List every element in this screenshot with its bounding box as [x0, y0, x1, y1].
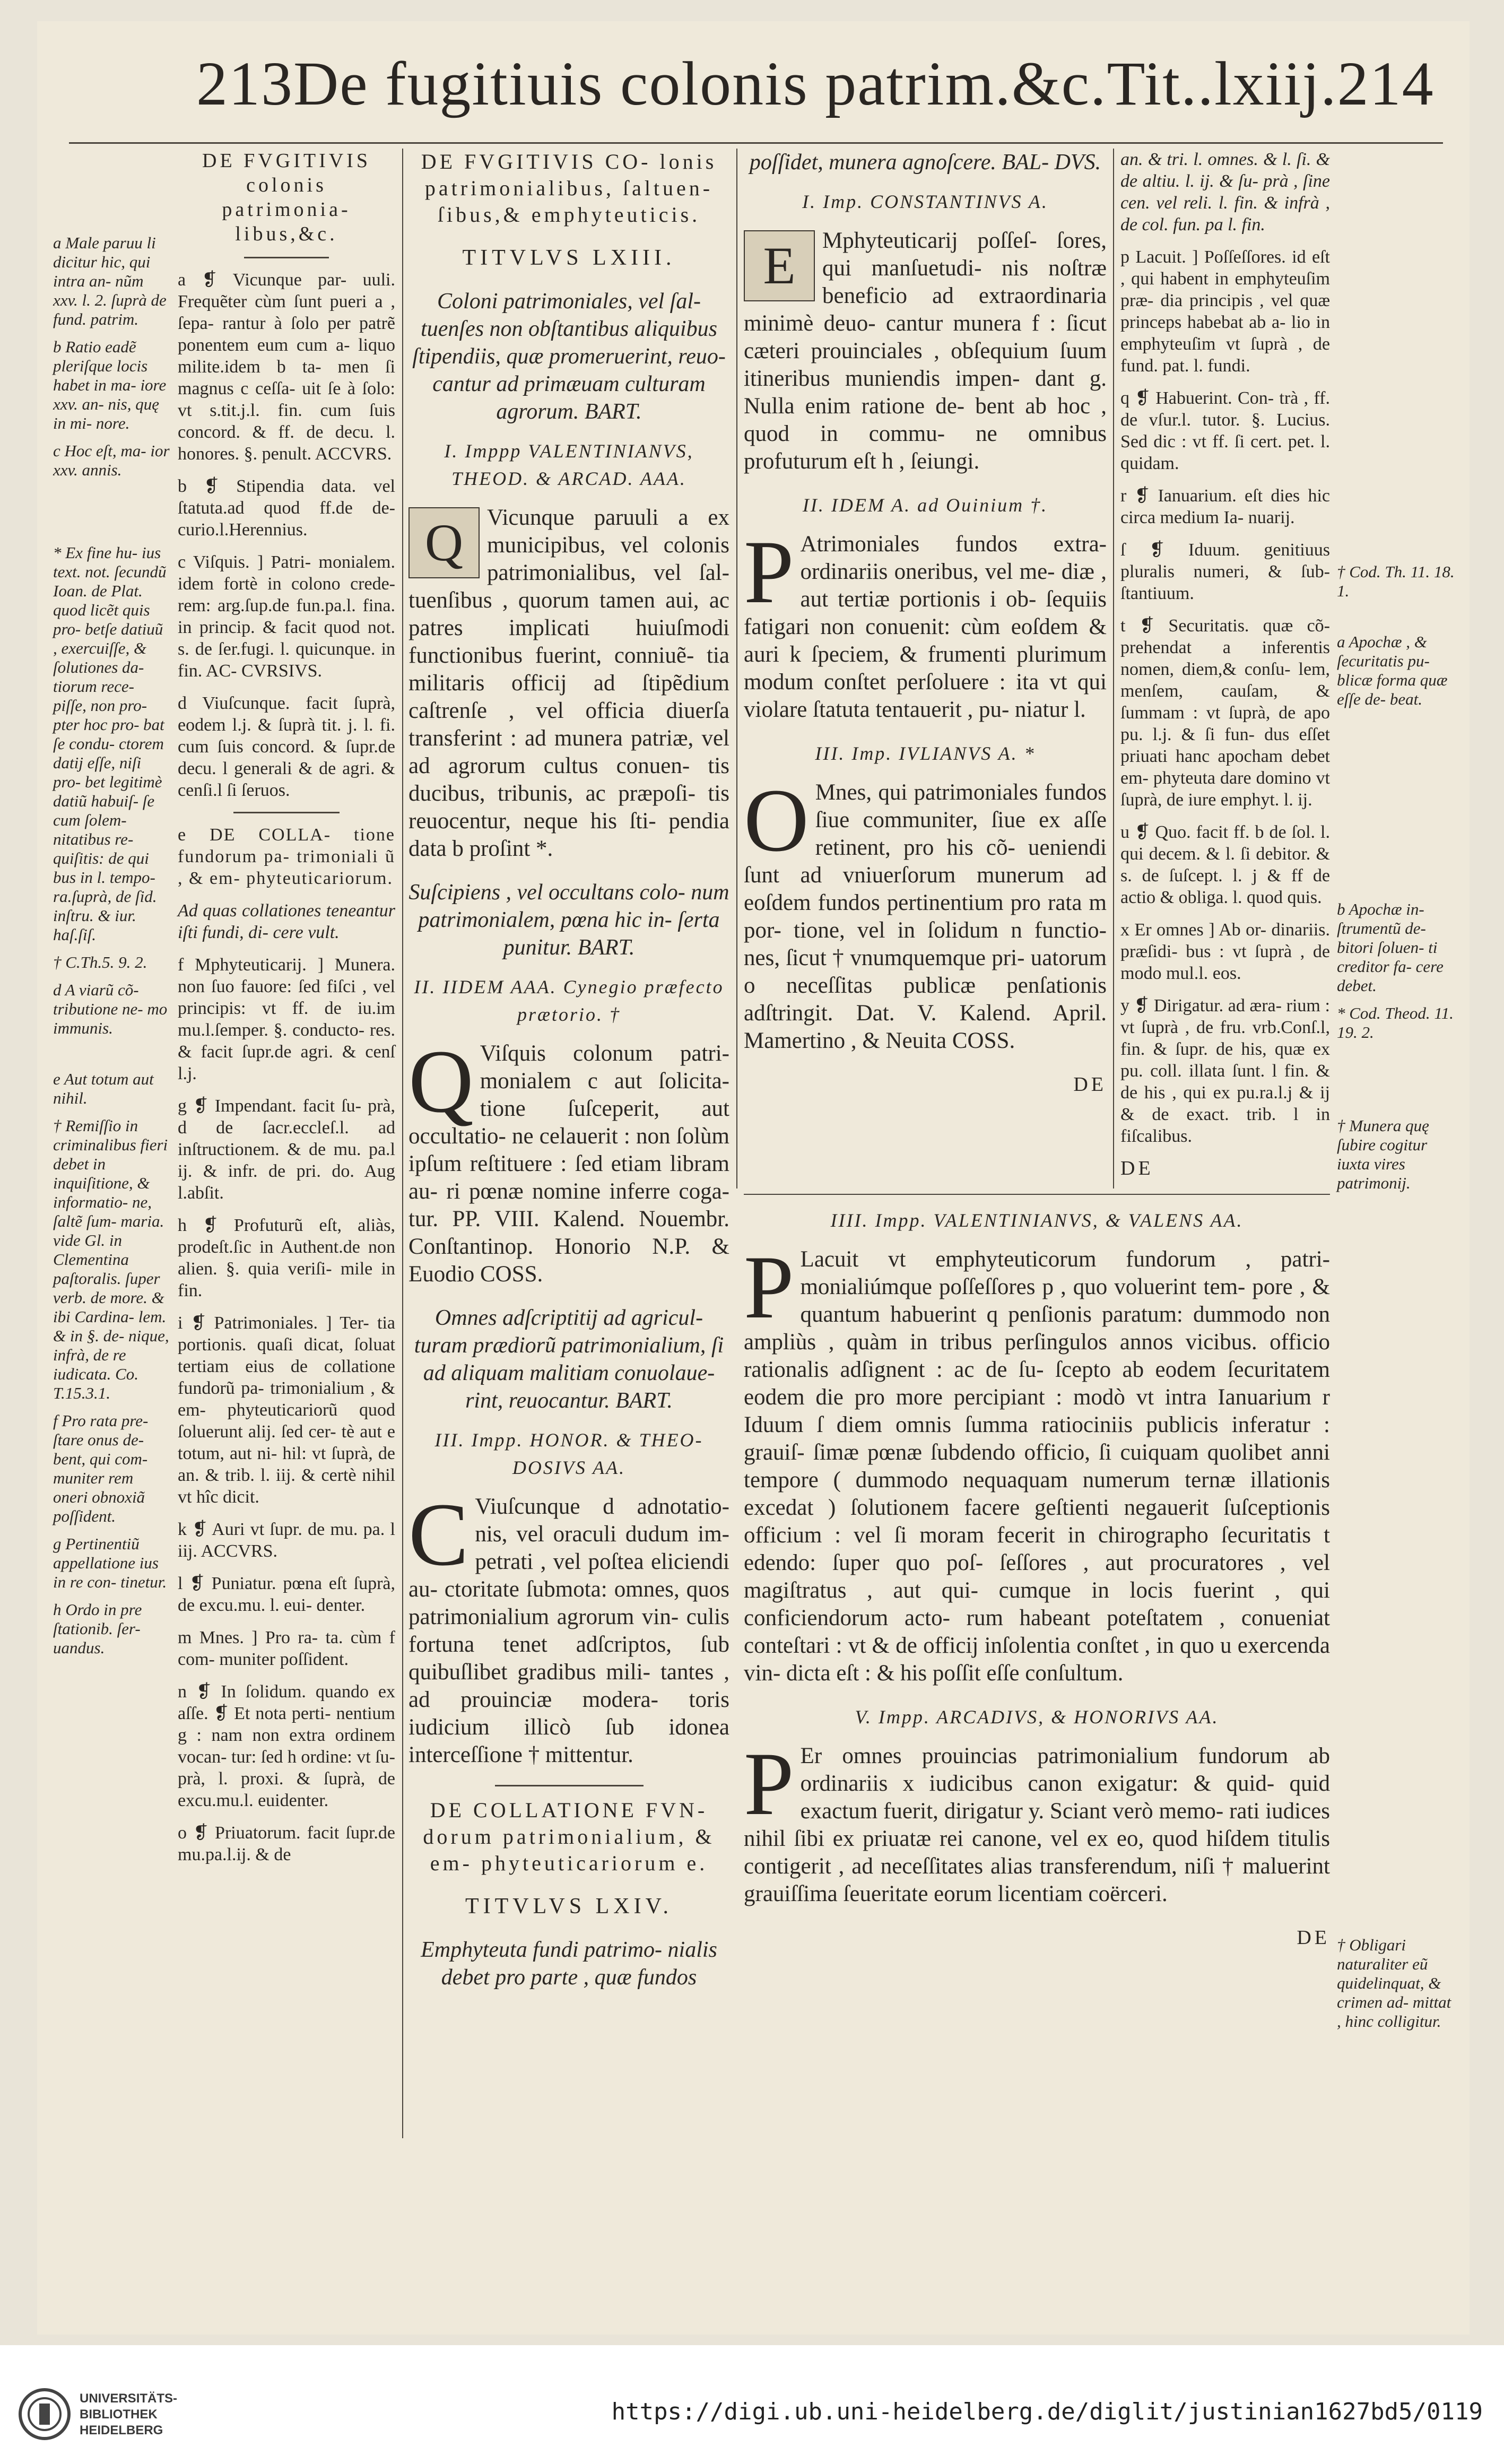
- initial-o: O: [744, 770, 809, 870]
- short-rule: [495, 1785, 644, 1786]
- source-url-link[interactable]: https://digi.ub.uni-heidelberg.de/diglit/justinian1627bd5/0119: [611, 2398, 1483, 2425]
- gloss-para: an. & tri. l. omnes. & l. ſi. & de altiu. l. ij. & ſu- prà , ſine cen. vel reli. l. fin. & infrà , de col. fun. pa l. fin.: [1120, 150, 1330, 235]
- gloss-para: i ❡ Patrimoniales. ] Ter- tia portionis. quaſi dicat, ſoluat tertiam eius de collatione fundorũ pa- trimonialium , & em- phyteuticariorũ quod ſoluerunt alij. ſed cer- tè aut e totum, aut ni- hil: vt ſuprà, de an. & trib. l. iij. & certè nihil vt hîc dicit.: [178, 1313, 395, 1507]
- lex-body: P Lacuit vt emphyteuticorum fundorum , patri- monialiúmque poſſeſſores p , quo voluerint tem- pore , & quantum habuerint q penſionis paratum: dummodo non ampliùs , quàm in tribus perſingulos annos vicibus. officio rationalis adſignent : ac de ſu- ſcepto ab eodem ſecuritatem eodem die pro more percipiant : modò vt intra Ianuarium r Iduum ſ diem omnis ſumma ratiociniis publicis inferatur : grauiſ- ſimæ pœnæ ſubdendo officio, ſi cuiquam quolibet anni tempore ( dummodo nequaquam numerum ternæ illationis excedat ) ſolutionem facere geſtienti negauerit ſuſceptionis officium : vel ſi moram fecerit in chirographo ſecuritatis t edendo: ſuper quo poſ- ſeſſores , aut procuratores , vel magiſtratus , aut qui- cumque in locis fuerint , qui conficiendorum acto- rum habeant poteſtatem , conueniat conteſtari : vt & de officij inſolentia conſtet , in quo u exercenda vin- dicta eſt : & his poſſit eſſe conſultum.: [744, 1237, 1330, 1686]
- summary-text: Coloni patrimoniales, vel ſal- tuenſes non obſtantibus aliquibus ſtipendiis, quæ promeruerint, reuo- cantur ad primæuam culturam agrorum. BART.: [412, 289, 726, 424]
- gloss-para: m Mnes. ] Pro ra- ta. cùm f com- muniter poſſident.: [178, 1628, 395, 1669]
- lex-body: P Atrimoniales fundos extra- ordinariis oneribus, vel me- diæ , aut tertiæ portionis i ob- ſequiis fatigari non conuenit: cùm eoſdem & auri k ſpeciem, & frumenti plurimum modum conſtet perſoluere : ita vt qui violare ſtatuta tentauerit , pu- niatur l.: [744, 522, 1107, 722]
- main-column-2: [744, 149, 1107, 1188]
- gloss-para: f Mphyteuticarij. ] Munera. non ſuo fauore: ſed fiſci , vel principis: vt ff. de iu.im mu.l.ſemper. §. conducto- res. & facit ſupr.de agri. & cenſ l.j.: [178, 955, 395, 1083]
- short-rule: [244, 257, 329, 258]
- gloss-para: o ❡ Priuatorum. facit ſupr.de mu.pa.l.ij. & de: [178, 1823, 395, 1864]
- gloss-para: r ❡ Ianuarium. eſt dies hic circa medium Ia- nuarij.: [1120, 486, 1330, 527]
- gloss-para: t ❡ Securitatis. quæ cõ- prehendat a inferentis nomen, diem,& conſu- lem, menſem, cauſam, & ſummam : vt ſuprà, de apo pu. l.j. & ſi fun- dus eſſet priuati hanc apocham debet em- phyteuta dare domino vt ſuprà, de iure emphyt. l. ij.: [1120, 616, 1330, 810]
- gloss-heading: DE FVGITIVIS colonis patrimonia- libus,&c.: [202, 150, 371, 245]
- summary-text: Omnes adſcriptitij ad agricul- turam prædiorũ patrimonialium, ſi ad aliquam malitiam conuolaue- rint, reuocantur. BART.: [414, 1306, 724, 1413]
- lex-heading: IIII. Impp. VALENTINIANVS, & VALENS AA.: [830, 1210, 1244, 1231]
- gloss-para: a ❡ Vicunque par- uuli. Frequẽter cùm ſunt pueri a , ſepa- rantur à ſolo per patrẽ ponentem eum cum a- liquo milite.idem b ta- men ſi magnus c ceſſa- uit ſe à ſolo: vt s.tit.j.l. fin. cum ſuis concord. & ff. de decu. l. honores. §. penult. ACCVRS.: [178, 270, 395, 464]
- margin-note: e Aut totum aut nihil.: [53, 1070, 154, 1107]
- margin-note: f Pro rata pre- ſtare onus de- bent, qui com- muniter rem oneri obnoxiã poſſident.: [53, 1411, 149, 1525]
- title-heading: DE FVGITIVIS CO- lonis patrimonialibus, ſaltuen- ſibus,& emphyteuticis.: [421, 150, 717, 227]
- main-column-1: [408, 149, 729, 2144]
- column-rule-1: [402, 149, 403, 2138]
- lex-heading: I. Imp. CONSTANTINVS A.: [802, 191, 1048, 212]
- gloss-column-right: [1120, 149, 1330, 1188]
- library-name: UNIVERSITÄTS- BIBLIOTHEK HEIDELBERG: [80, 2391, 178, 2437]
- column-rule-2: [736, 149, 737, 1188]
- gloss-para: Ad quas collationes teneantur iſti fundi, di- cere vult.: [178, 901, 395, 942]
- gloss-para: q ❡ Habuerint. Con- trà , ff. de vſur.l. tutor. §. Lucius. Sed dic : vt ff. ſi cert. pet. l. quidam.: [1120, 388, 1330, 473]
- gloss-para: ſ ❡ Iduum. genitiuus pluralis numeri, & ſub- ſtantiuum.: [1120, 540, 1330, 603]
- gloss-para: e DE COLLA- tione fundorum pa- trimoniali ũ , & em- phyteuticariorum.: [178, 825, 395, 888]
- lex-heading: III. Imp. IVLIANVS A. *: [815, 743, 1036, 764]
- left-margin-notes: [53, 233, 170, 2144]
- margin-note: * Cod. Theod. 11. 19. 2.: [1337, 1004, 1454, 1042]
- wide-text-block: [744, 1194, 1330, 2144]
- gloss-column-left: [178, 149, 395, 2144]
- initial-q-woodcut: Q: [408, 507, 480, 578]
- header-rule: [69, 142, 1443, 144]
- university-seal-icon: [18, 2388, 71, 2441]
- margin-note: † Obligari naturaliter eũ quidelinquat, & crimen ad- mittat , hinc colligitur.: [1337, 1936, 1451, 2031]
- gloss-para: c Viſquis. ] Patri- monialem. idem fortè in colono crede- rem: arg.ſup.de fun.pa.l. fina. in princip. & facit quod not. s. de ſer.fugi. l. quicunque. in fin. AC- CVRSIVS.: [178, 552, 395, 681]
- viewer-footer: [0, 2345, 1504, 2464]
- margin-note: † Cod. Th. 11. 18. 1.: [1337, 562, 1455, 600]
- margin-note: † Munera quę ſubire cogitur iuxta vires patrimonij.: [1337, 1116, 1429, 1192]
- initial-c: C: [408, 1485, 469, 1584]
- initial-p: P: [744, 1734, 794, 1834]
- page-number-left: 213: [196, 49, 293, 118]
- margin-note: a Male paruu li dicitur hic, qui intra an- nũm xxv. l. 2. ſuprà de fund. patrim.: [53, 233, 167, 328]
- section-rule: [744, 1194, 1330, 1195]
- summary-text: Emphyteuta fundi patrimo- nialis debet pro parte , quæ fundos: [421, 1938, 717, 1990]
- summary-text: poſſidet, munera agnoſcere. BAL- DVS.: [749, 150, 1101, 175]
- margin-note: † C.Th.5. 9. 2.: [53, 953, 147, 971]
- lex-body: O Mnes, qui patrimoniales fundos ſiue communiter, ſiue ex aſſe retinent, pro his cõ- ueniendi ſunt ad vniuerſorum munerum ad eoſdem fundos pertinentium pro rata m por- tione, vel in ſolidum n functio- nes, ſicut † vnumquemque pri- uatorum o neceſſitas publicæ penſationis adſtringit. Dat. V. Kalend. April. Mamertino , & Neuita COSS.: [744, 770, 1107, 1053]
- gloss-para: h ❡ Profuturũ eſt, aliàs, prodeſt.ſic in Authent.de non alien. §. quia veriſi- mile in fin.: [178, 1216, 395, 1300]
- page-number-right: 214: [1337, 49, 1435, 118]
- lex-heading: II. IDEM A. ad Ouinium †.: [802, 494, 1048, 516]
- margin-note: g Pertinentiũ appellatione ius in re con- tinetur.: [53, 1534, 167, 1591]
- lex-heading: III. Impp. HONOR. & THEO- DOSIVS AA.: [434, 1429, 703, 1478]
- margin-note: a Apochæ , & ſecuritatis pu- blicæ forma quæ eſſe de- beat.: [1337, 632, 1448, 708]
- initial-e-woodcut: E: [744, 230, 815, 301]
- short-rule: [233, 812, 340, 813]
- initial-p: P: [744, 522, 794, 622]
- margin-note: h Ordo in pre ſtationib. ſer- uandus.: [53, 1600, 142, 1657]
- catchword: DE: [1120, 1157, 1154, 1179]
- lex-heading: I. Imppp VALENTINIANVS, THEOD. & ARCAD. AAA.: [444, 440, 694, 489]
- gloss-para: k ❡ Auri vt ſupr. de mu. pa. l iij. ACCVRS.: [178, 1520, 395, 1561]
- gloss-para: g ❡ Impendant. facit ſu- prà, d de ſacr.eccleſ.l. ad inſtructionem. & de mu. pa.l ij. & infr. de pri. do. Aug l.abſit.: [178, 1096, 395, 1203]
- title-heading: DE COLLATIONE FVN- dorum patrimonialium, & em- phyteuticariorum e.: [423, 1798, 715, 1875]
- initial-q: Q: [408, 1031, 474, 1131]
- lex-heading: V. Impp. ARCADIVS, & HONORIVS AA.: [855, 1706, 1219, 1728]
- catchword: DE: [1297, 1927, 1330, 1949]
- margin-note: † Remiſſio in criminalibus fieri debet in inquiſitione, & informatio- ne, ſaltẽ ſum- maria. vide Gl. in Clementina paſtoralis. ſuper verb. de more. & ibi Cardina- lem. & in §. de- nique, infrà, de re iudicata. Co. T.15.3.1.: [53, 1116, 169, 1402]
- gloss-para: l ❡ Puniatur. pœna eſt ſuprà, de excu.mu. l. eui- denter.: [178, 1574, 395, 1615]
- lex-body: Q Viſquis colonum patri- monialem c aut ſolicita- tione ſuſceperit, aut occultatio- ne celauerit : non ſolùm ipſum reſtituere : ſed etiam libram au- ri pœnæ nomine inferre coga- tur. PP. VIII. Kalend. Nouembr. Conſtantinop. Honorio N.P. & Euodio COSS.: [408, 1031, 729, 1287]
- right-margin-notes: [1337, 562, 1459, 2154]
- gloss-para: u ❡ Quo. facit ff. b de ſol. l. qui decem. & l. ſi debitor. & s. de ſuſcept. l. j & ff de actio & obliga. l. quod quis.: [1120, 822, 1330, 907]
- gloss-para: p Lacuit. ] Poſſeſſores. id eſt , qui habent in emphyteuſim præ- dia principis , vel quæ princeps habebat ab a- lio in emphyteuſim vt ſuprà , de fund. pat. l. fundi.: [1120, 247, 1330, 376]
- initial-p: P: [744, 1237, 794, 1337]
- catchword: DE: [1073, 1073, 1107, 1096]
- gloss-para: x Er omnes ] Ab or- dinariis. præſidi- bus : vt ſuprà , de modo mul.l. eos.: [1120, 920, 1330, 983]
- gloss-para: n ❡ In ſolidum. quando ex aſſe. ❡ Et nota perti- nentium g : nam non extra ordinem vocan- tur: ſed h ordine: vt ſu- prà, l. proxi. & ſuprà, de excu.mu.l. euidenter.: [178, 1682, 395, 1810]
- margin-note: * Ex fine hu- ius text. not. ſecundũ Ioan. de Plat. quod licẽt quis pro- betſe datiuũ , exercuiſſe, & ſolutiones da- tiorum rece- piſſe, non pro- pter hoc pro- bat ſe condu- ctorem datij eſſe, niſi pro- bet legitimè datiũ habuiſ- ſe cum ſolem- nitatibus re- quiſitis: de qui bus in l. tempo- ra.ſuprà, de ſid. inſtru. & iur. haſ.ſiſ.: [53, 543, 167, 944]
- gloss-para: b ❡ Stipendia data. vel ſtatuta.ad quod ff.de de- curio.l.Herennius.: [178, 476, 395, 540]
- titulus-number: TITVLVS LXIII.: [462, 246, 676, 270]
- running-title: De fugitiuis colonis patrim.&c.Tit..lxiij.: [293, 49, 1337, 118]
- margin-note: b Ratio eadẽ pleriſque locis habet in ma- iore xxv. an- nis, quę in mi- nore.: [53, 337, 167, 432]
- margin-note: d A viarũ cõ- tributione ne- mo immunis.: [53, 981, 168, 1037]
- lex-body: Q Vicunque paruuli a ex municipibus, vel colonis patrimonialibus, vel ſal- tuenſibus , quorum tamen aui, ac patres implicati huiuſmodi functionibus fuerint, conniuẽ- tia militaris officij ad ſtipẽdium caſtrenſe , vel officia diuerſa transferint : ad munera patriæ, vel ad agrorum cultus conuen- tis ducibus, tribunis, ac præpoſi- tis reuocentur, neque his ſti- pendia data b proſint *.: [408, 505, 729, 861]
- lex-body: P Er omnes prouincias patrimonialium fundorum ab ordinariis x iudicibus canon exigatur: & quid- quid exactum fuerit, dirigatur y. Sciant verò memo- rati iudices nihil ſibi ex priuatæ rei canone, vel ex eo, quod hiſdem titulis contigerit , ad neceſſitates alias transferendum, niſi † maluerint grauiſſima ſeueritate eorum licentiam coërceri.: [744, 1734, 1330, 1906]
- column-rule-3: [1113, 149, 1114, 1188]
- margin-note: b Apochæ in- ſtrumentũ de- bitori ſoluen- ti creditor fa- cere debet.: [1337, 900, 1444, 995]
- lex-body: E Mphyteuticarij poſſeſ- ſores, qui manſuetudi- nis noſtræ beneficio ad extraordinaria minimè deuo- cantur munera f : ſicut cæteri prouinciales , obſequium ſuum itineribus muniendis impen- dant g. Nulla enim ratione de- bent ab hoc , quod in commu- ne omnibus profuturum eſt h , ſeiungi.: [744, 228, 1107, 474]
- running-header: [196, 48, 1435, 143]
- lex-body: C Viuſcunque d adnotatio- nis, vel oraculi dudum im- petrati , vel poſtea eliciendi au- ctoritate ſubmota: omnes, quos patrimonialium agrorum vin- culis fortuna tenet adſcriptos, ſub quibuſlibet gradibus mili- tantes , ad prouinciæ modera- toris iudicium illicò ſub idonea interceſſione † mittentur.: [408, 1485, 729, 1767]
- titulus-number: TITVLVS LXIV.: [465, 1894, 673, 1919]
- lex-heading: II. IIDEM AAA. Cynegio præfecto prætorio. †: [414, 976, 724, 1025]
- summary-text: Suſcipiens , vel occultans colo- num patrimonialem, pœna hic in- ſerta punitur. BART.: [408, 880, 729, 960]
- gloss-para: y ❡ Dirigatur. ad æra- rium : vt ſuprà , de fru. vrb.Conſ.l, fin. & ſupr. de his, quæ ex pu. coll. illata ſunt. l fin. & de his , qui ex pu.ra.l.j & ij & de exact. trib. l in fiſcalibus.: [1120, 996, 1330, 1146]
- page-scan: [37, 21, 1470, 2335]
- gloss-para: d Viuſcunque. facit ſuprà, eodem l.j. & ſuprà tit. j. l. fi. cum ſuis concord. & ſupr.de decu. l generali & de agri. & cenſi.l ſi ſeruos.: [178, 693, 395, 800]
- margin-note: c Hoc eſt, ma- ior xxv. annis.: [53, 441, 170, 479]
